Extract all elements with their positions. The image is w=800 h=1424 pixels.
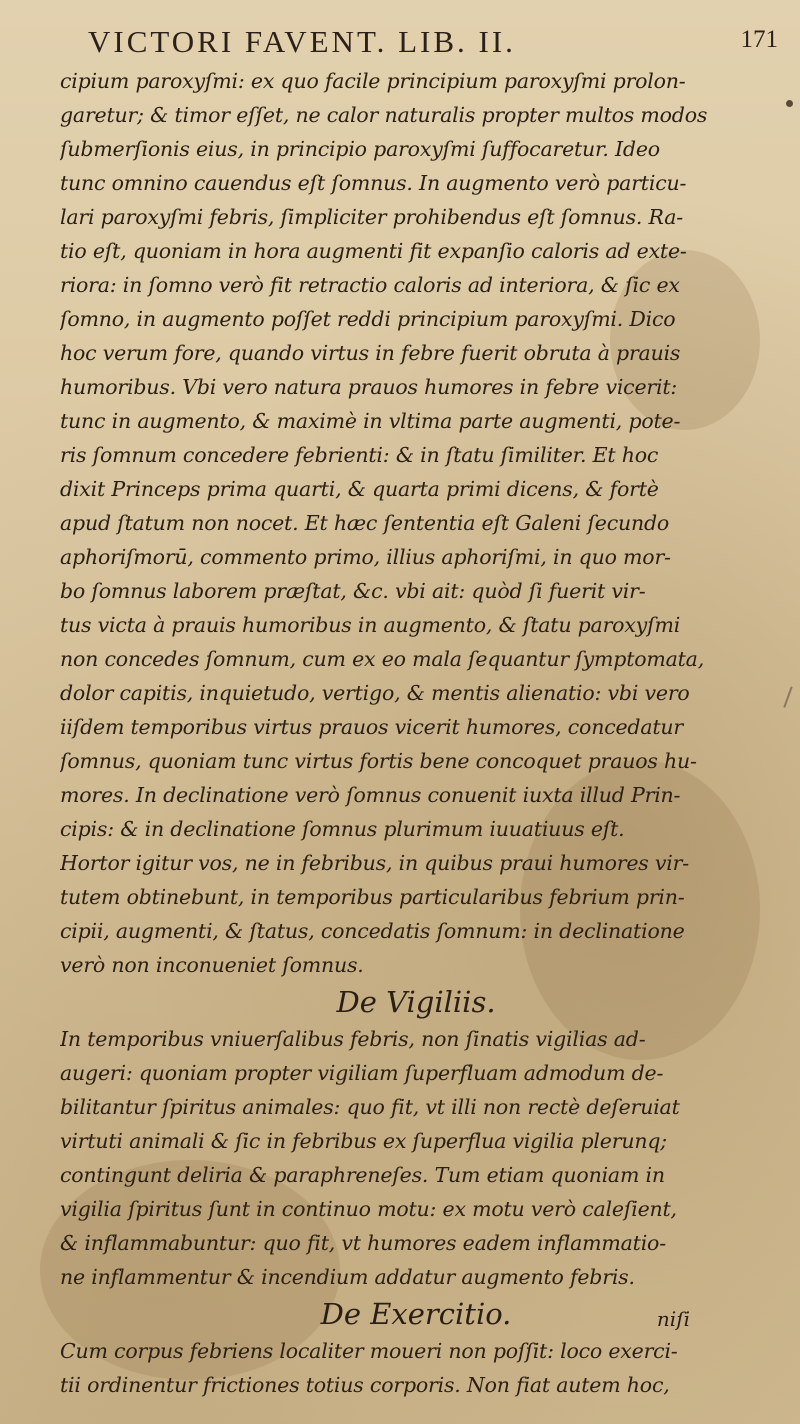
text-line: ſomno, in augmento poſſet reddi principium paroxyſmi. Dico <box>60 307 676 331</box>
text-line: mores. In declinatione verò ſomnus conuenit iuxta illud Prin- <box>60 783 681 807</box>
text-line: non concedes ſomnum, cum ex eo mala ſequantur ſymptomata, <box>60 647 705 671</box>
text-line: aphoriſmorū, commento primo, illius aphoriſmi, in quo mor- <box>60 545 671 569</box>
page-body <box>60 64 772 1402</box>
paragraph-exercitio <box>60 1334 772 1402</box>
text-line: dixit Princeps prima quarti, & quarta primi dicens, & fortè <box>60 477 659 501</box>
text-line: bo ſomnus laborem præſtat, &c. vbi ait: quòd ſi fuerit vir- <box>60 579 646 603</box>
text-line: humoribus. Vbi vero natura prauos humores in febre vicerit: <box>60 375 678 399</box>
section-heading-vigiliis: De Vigiliis. <box>336 985 496 1019</box>
text-line: In temporibus vniuerſalibus febris, non ſinatis vigilias ad- <box>60 1027 646 1051</box>
text-line: cipis: & in declinatione ſomnus plurimum iuuatiuus eſt. <box>60 817 625 841</box>
text-line: Cum corpus febriens localiter moueri non poſſit: loco exerci- <box>60 1339 678 1363</box>
page-number: 171 <box>740 26 778 53</box>
text-line: iiſdem temporibus virtus prauos vicerit humores, concedatur <box>60 715 683 739</box>
running-head: VICTORI FAVENT. LIB. II. <box>88 24 516 59</box>
section-heading-exercitio: De Exercitio. <box>320 1297 512 1331</box>
text-line: tunc omnino cauendus eſt ſomnus. In augmento verò particu- <box>60 171 687 195</box>
catchword: niſi <box>656 1307 690 1331</box>
paragraph-somnus <box>60 64 772 982</box>
text-line: Hortor igitur vos, ne in febribus, in quibus praui humores vir- <box>60 851 689 875</box>
margin-mark <box>783 686 792 707</box>
text-line: contingunt deliria & paraphreneſes. Tum etiam quoniam in <box>60 1163 665 1187</box>
text-line: virtuti animali & ſic in febribus ex ſuperflua vigilia plerunq; <box>60 1129 667 1153</box>
text-line: tutem obtinebunt, in temporibus particularibus febrium prin- <box>60 885 685 909</box>
text-line: tunc in augmento, & maximè in vltima parte augmenti, pote- <box>60 409 681 433</box>
text-line: ne inflammentur & incendium addatur augmento febris. <box>60 1265 635 1289</box>
margin-mark <box>786 100 793 107</box>
paragraph-vigiliis <box>60 1022 772 1294</box>
text-line: vigilia ſpiritus ſunt in continuo motu: ex motu verò caleſient, <box>60 1197 677 1221</box>
text-line: ſubmerſionis eius, in principio paroxyſmi ſuffocaretur. Ideo <box>60 137 660 161</box>
page-header <box>88 24 778 58</box>
text-line: garetur; & timor eſſet, ne calor naturalis propter multos modos <box>60 103 708 127</box>
text-line: tus victa à prauis humoribus in augmento, & ſtatu paroxyſmi <box>60 613 681 637</box>
text-line: bilitantur ſpiritus animales: quo fit, vt illi non rectè deſeruiat <box>60 1095 680 1119</box>
text-line: lari paroxyſmi febris, ſimpliciter prohibendus eſt ſomnus. Ra- <box>60 205 683 229</box>
text-line: apud ſtatum non nocet. Et hæc ſententia eſt Galeni ſecundo <box>60 511 670 535</box>
text-line: cipium paroxyſmi: ex quo facile principium paroxyſmi prolon- <box>60 69 686 93</box>
text-line: tio eſt, quoniam in hora augmenti fit expanſio caloris ad exte- <box>60 239 687 263</box>
text-line: riora: in ſomno verò fit retractio caloris ad interiora, & ſic ex <box>60 273 680 297</box>
text-line: hoc verum fore, quando virtus in febre fuerit obruta à prauis <box>60 341 681 365</box>
text-line: cipii, augmenti, & ſtatus, concedatis ſomnum: in declinatione <box>60 919 685 943</box>
text-line: dolor capitis, inquietudo, vertigo, & mentis alienatio: vbi vero <box>60 681 690 705</box>
text-line: & inflammabuntur: quo fit, vt humores eadem inflammatio- <box>60 1231 666 1255</box>
text-line: tii ordinentur frictiones totius corporis. Non fiat autem hoc, <box>60 1373 670 1397</box>
text-line: verò non inconueniet ſomnus. <box>60 953 364 977</box>
text-line: augeri: quoniam propter vigiliam ſuperfluam admodum de- <box>60 1061 664 1085</box>
text-line: ris ſomnum concedere febrienti: & in ſtatu ſimiliter. Et hoc <box>60 443 659 467</box>
text-line: ſomnus, quoniam tunc virtus fortis bene concoquet prauos hu- <box>60 749 697 773</box>
